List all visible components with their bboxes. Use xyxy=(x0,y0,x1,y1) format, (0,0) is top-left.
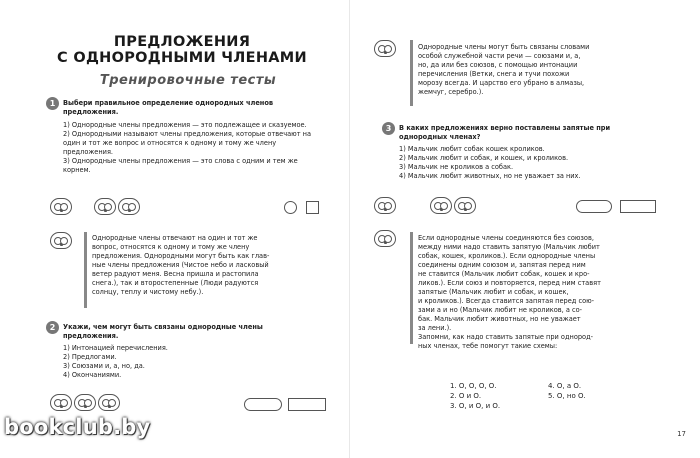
owl-icons-rule1 xyxy=(50,232,72,249)
q1-option-2[interactable]: 2) Однородными называют члены предложения, которые отвечают на один и тот же вопрос и относятся к одному и тому же члену предложения. xyxy=(63,130,312,156)
page-title xyxy=(56,34,308,66)
schemes-column-2 xyxy=(548,381,628,401)
rule-3-line: ликов.). Если союз и повторяется, перед ним ставят xyxy=(418,279,601,287)
owl-icon xyxy=(74,394,96,411)
q3-option-3[interactable]: 3) Мальчик не кроликов а собак. xyxy=(399,163,514,171)
answer-rect[interactable] xyxy=(288,398,326,411)
answer-pill[interactable] xyxy=(244,398,282,411)
rule-1-line: Однородные члены отвечают на один и тот же xyxy=(92,234,258,242)
title-line-1: ПРЕДЛОЖЕНИЯ xyxy=(113,34,251,50)
owl-icon xyxy=(98,394,120,411)
rule-1-line: снега.), так и второстепенные (Люди радуются xyxy=(92,279,259,287)
rule-3-line: Запомни, как надо ставить запятые при однород- xyxy=(418,333,594,341)
question-1-text: Выбери правильное определение однородных членов предложения. xyxy=(63,99,274,116)
rule-1-line: ветер радуют меня. Весна пришла и растопила xyxy=(92,270,259,278)
owl-icons-q1 xyxy=(50,198,72,215)
watermark-logo: bookclub.by xyxy=(4,415,151,439)
question-2-badge: 2 xyxy=(46,321,59,334)
answer-rect[interactable] xyxy=(620,200,656,213)
rule-2-bar xyxy=(410,40,413,106)
page-number: 17 xyxy=(677,430,686,438)
question-3-options xyxy=(399,145,659,181)
q3-option-2[interactable]: 2) Мальчик любит и собак, и кошек, и кроликов. xyxy=(399,154,569,162)
rule-1-bar xyxy=(84,232,87,308)
owl-icon xyxy=(50,198,72,215)
answer-pill[interactable] xyxy=(576,200,612,213)
answer-square[interactable] xyxy=(306,201,319,214)
rule-1-line: солнцу, теплу и чистому небу.). xyxy=(92,288,204,296)
owl-icons-rule2 xyxy=(374,40,396,57)
scheme-item: 3. О, и О, и О. xyxy=(450,402,501,410)
q2-option-2[interactable]: 2) Предлогами. xyxy=(63,353,117,361)
rule-1-line: ные члены предложения (Чистое небо и ласковый xyxy=(92,261,269,269)
owl-icons-q3 xyxy=(374,197,396,214)
section-subtitle: Тренировочные тесты xyxy=(99,73,277,88)
question-2-options xyxy=(63,344,303,380)
owl-icons-q1b xyxy=(94,198,140,215)
right-page xyxy=(350,0,700,458)
q3-option-1[interactable]: 1) Мальчик любит собак кошек кроликов. xyxy=(399,145,545,153)
rule-3-line: и кроликов.). Всегда ставится запятая перед сою- xyxy=(418,297,595,305)
rule-3-line: за лени.). xyxy=(418,324,452,332)
owl-icon xyxy=(50,232,72,249)
rule-2-text xyxy=(418,43,670,97)
rule-3-text xyxy=(418,234,674,351)
owl-icon xyxy=(374,40,396,57)
rule-1-line: предложения. Однородными могут быть как глав- xyxy=(92,252,270,260)
rule-1-line: вопрос, относятся к одному и тому же члену xyxy=(92,243,250,251)
owl-icon xyxy=(50,394,72,411)
rule-3-line: зами а и но (Мальчик любит не кроликов, а со- xyxy=(418,306,583,314)
answer-circle[interactable] xyxy=(284,201,297,214)
q1-option-1[interactable]: 1) Однородные члены предложения — это подлежащее и сказуемое. xyxy=(63,121,307,129)
rule-1-text xyxy=(92,234,332,297)
schemes-column-1 xyxy=(450,381,530,411)
rule-3-line: между ними надо ставить запятую (Мальчик любит xyxy=(418,243,600,251)
q3-option-4[interactable]: 4) Мальчик любит животных, но не уважает за них. xyxy=(399,172,581,180)
owl-icon xyxy=(374,230,396,247)
scheme-item: 4. О, а О. xyxy=(548,382,582,390)
rule-2-line: жемчуг, серебро.). xyxy=(418,88,484,96)
rule-2-line: перечисления (Ветки, снега и тучи похожи xyxy=(418,70,570,78)
owl-icons-q2 xyxy=(50,394,120,411)
rule-2-line: Однородные члены могут быть связаны словами xyxy=(418,43,590,51)
rule-3-line: собак, кошек, кроликов.). Если однородные члены xyxy=(418,252,596,260)
owl-icon xyxy=(94,198,116,215)
title-line-2: С ОДНОРОДНЫМИ ЧЛЕНАМИ xyxy=(57,50,307,66)
owl-icon xyxy=(430,197,452,214)
owl-icon xyxy=(374,197,396,214)
rule-3-line: бак. Мальчик любит животных, но не уважает xyxy=(418,315,581,323)
owl-icons-q3b xyxy=(430,197,476,214)
question-1-options xyxy=(63,121,318,175)
rule-3-line: соединены одним союзом и, запятая перед ним xyxy=(418,261,586,269)
q2-option-1[interactable]: 1) Интонацией перечисления. xyxy=(63,344,168,352)
question-2-text: Укажи, чем могут быть связаны однородные члены предложения. xyxy=(63,323,263,340)
rule-3-line: не ставится (Мальчик любит собак, кошек и кро- xyxy=(418,270,590,278)
owl-icon xyxy=(454,197,476,214)
scheme-item: 2. О и О. xyxy=(450,392,482,400)
q1-option-3[interactable]: 3) Однородные члены предложения — это слова с одним и тем же корнем. xyxy=(63,157,298,174)
rule-2-line: но, да или без союзов, с помощью интонации xyxy=(418,61,578,69)
rule-2-line: особой служебной части речи — союзами и, а, xyxy=(418,52,581,60)
owl-icons-rule3 xyxy=(374,230,396,247)
question-3-text: В каких предложениях верно поставлены запятые при однородных членах? xyxy=(399,124,611,141)
rule-3-line: Если однородные члены соединяются без союзов, xyxy=(418,234,594,242)
scheme-item: 5. О, но О. xyxy=(548,392,586,400)
rule-3-line: запятые (Мальчик любит и собак, и кошек, xyxy=(418,288,569,296)
q2-option-3[interactable]: 3) Союзами и, а, но, да. xyxy=(63,362,145,370)
q2-option-4[interactable]: 4) Окончаниями. xyxy=(63,371,122,379)
rule-3-bar xyxy=(410,232,413,344)
question-3-badge: 3 xyxy=(382,122,395,135)
scheme-item: 1. О, О, О, О. xyxy=(450,382,497,390)
owl-icon xyxy=(118,198,140,215)
question-1-badge: 1 xyxy=(46,97,59,110)
rule-2-line: морозу всегда. И царство его убрано в алмазы, xyxy=(418,79,585,87)
rule-3-line: ных членах, тебе помогут такие схемы: xyxy=(418,342,558,350)
